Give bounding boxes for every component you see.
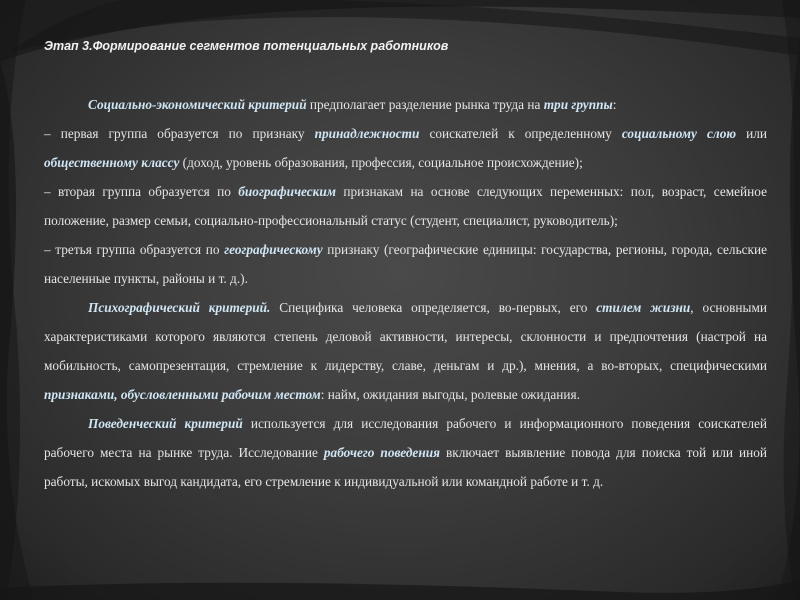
paragraph-text: – вторая группа образуется по (44, 184, 239, 199)
paragraph-text: используется для исследования рабочего и информационного поведения соискателей рабочего места на рынке труда. Исследование (44, 416, 767, 460)
paragraph (44, 293, 767, 409)
paragraph (44, 90, 767, 119)
highlighted-term: биографическим (238, 184, 336, 199)
highlighted-term: социальному слою (621, 126, 737, 141)
paragraph-text: соискателей к определенному (419, 126, 622, 141)
paragraph (44, 409, 767, 496)
paragraph-text: – первая группа образуется по признаку (44, 126, 315, 141)
paragraph-text: , основными характеристиками которого являются степень деловой активности, интересы, склонности и предпочтения (настрой на мобильность, самопрезентация, стремление к лидерству, славе, деньгам и др.), мнения, а во-вторых, специфическими (44, 300, 767, 373)
slide-title: Этап 3.Формирование сегментов потенциальных работников (44, 39, 449, 53)
highlighted-term: признаками, обусловленными рабочим местом (44, 387, 321, 402)
paragraph (44, 235, 767, 293)
highlighted-term: общественному классу (44, 155, 180, 170)
paragraph-text: включает выявление повода для поиска той или иной работы, искомых выгод кандидата, его стремление к индивидуальной или командной работе и т. д. (44, 445, 768, 489)
highlighted-term: рабочего поведения (323, 445, 440, 460)
paragraph-text: или (736, 126, 767, 141)
paragraph-text: – третья группа образуется по (44, 242, 225, 257)
highlighted-term: принадлежности (314, 126, 420, 141)
highlighted-term: Психографический критерий. (88, 300, 271, 315)
paragraph-text: предполагает разделение рынка труда на (306, 97, 544, 112)
paragraph (44, 119, 767, 177)
highlighted-term: три группы (543, 97, 613, 112)
paragraph-text: (доход, уровень образования, профессия, социальное происхождение); (179, 155, 583, 170)
highlighted-term: стилем жизни (596, 300, 691, 315)
highlighted-term: Социально-экономический критерий (88, 97, 307, 112)
paragraph (44, 177, 767, 235)
paragraph-text: : (612, 97, 617, 112)
highlighted-term: географическому (224, 242, 323, 257)
body-text (44, 90, 767, 496)
paragraph-text: Специфика человека определяется, во-первых, его (270, 300, 597, 315)
paragraph-text: признаку (географические единицы: государства, регионы, города, сельские населенные пункты, районы и т. д.). (44, 242, 768, 286)
slide-content (44, 36, 767, 496)
highlighted-term: Поведенческий критерий (88, 416, 243, 431)
paragraph-text: : найм, ожидания выгоды, ролевые ожидания. (320, 387, 580, 402)
paragraph-text: признакам на основе следующих переменных: пол, возраст, семейное положение, размер семьи, социально-профессиональный статус (студент, специалист, руководитель); (44, 184, 767, 228)
